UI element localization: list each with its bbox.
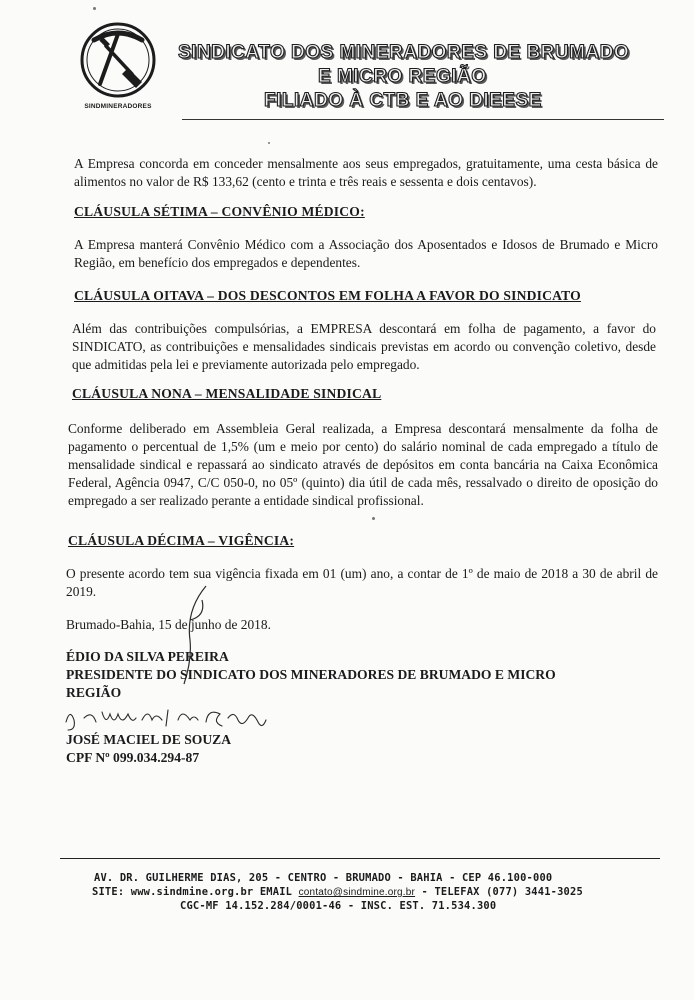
scan-speck <box>372 517 375 520</box>
intro-paragraph: A Empresa concorda em conceder mensalmente aos seus empregados, gratuitamente, uma cesta básica de alimentos no valor de R$ 133,62 (cento e trinta e três reais e sessenta e dois centavos). <box>74 156 658 189</box>
letterhead-title-line-1: SINDICATO DOS MINERADORES DE BRUMADO <box>178 42 630 63</box>
signatory-2-name: JOSÉ MACIEL DE SOUZA <box>66 732 232 747</box>
scan-speck <box>268 142 270 144</box>
clause-8-title: CLÁUSULA OITAVA – DOS DESCONTOS EM FOLHA A FAVOR DO SINDICATO <box>74 288 581 303</box>
clause-9-title: CLÁUSULA NONA – MENSALIDADE SINDICAL <box>72 386 382 401</box>
footer-address: AV. DR. GUILHERME DIAS, 205 - CENTRO - BRUMADO - BAHIA - CEP 46.100-000 <box>94 872 553 884</box>
scan-speck <box>93 7 96 10</box>
letterhead-divider <box>182 119 664 120</box>
footer-email[interactable]: contato@sindmine.org.br <box>298 887 416 898</box>
signatory-1-role-line-2: REGIÃO <box>66 685 122 700</box>
clause-7-text: A Empresa manterá Convênio Médico com a Associação dos Aposentados e Idosos de Brumado e Micro Região, em benefício dos empregados e dependentes. <box>74 237 658 270</box>
footer-registration: CGC-MF 14.152.284/0001-46 - INSC. EST. 71.534.300 <box>180 900 497 912</box>
place-and-date: Brumado-Bahia, 15 de junho de 2018. <box>66 617 271 632</box>
union-logo <box>76 18 160 114</box>
clause-7-title: CLÁUSULA SÉTIMA – CONVÊNIO MÉDICO: <box>74 204 365 219</box>
signatory-1-name: ÉDIO DA SILVA PEREIRA <box>66 649 229 664</box>
letterhead-title-line-2: E MICRO REGIÃO <box>318 66 487 87</box>
footer-site: SITE: www.sindmine.org.br EMAIL <box>92 886 299 898</box>
letterhead-title-line-3: FILIADO À CTB E AO DIEESE <box>264 90 542 111</box>
clause-10-text: O presente acordo tem sua vigência fixada em 01 (um) ano, a contar de 1º de maio de 2018 a 30 de abril de 2019. <box>66 566 658 599</box>
signatory-1-role-line-1: PRESIDENTE DO SINDICATO DOS MINERADORES DE BRUMADO E MICRO <box>66 667 556 682</box>
footer-phone: - TELEFAX (077) 3441-3025 <box>415 886 583 898</box>
footer-divider <box>60 858 660 859</box>
signatory-2-cpf: CPF Nº 099.034.294-87 <box>66 750 200 765</box>
clause-8-text: Além das contribuições compulsórias, a EMPRESA descontará em folha de pagamento, a favor do SINDICATO, as contribuições e mensalidades sindicais previstas em acordo ou convenção coletivo, desde que admitidas pela lei e previamente autorizada pelo empregado. <box>72 321 656 372</box>
clause-9-text: Conforme deliberado em Assembleia Geral realizada, a Empresa descontará mensalmente da folha de pagamento o percentual de 1,5% (um e meio por cento) do salário nominal de cada empregado a título de mensalidade sindical e repassará ao sindicato através de depósitos em conta bancária na Caixa Econômica Federal, Agência 0947, C/C 050-0, no 05º (quinto) dia útil de cada mês, ressalvado o direito de oposição do empregado a ser realizado perante a entidade sindical profissional. <box>68 421 658 508</box>
clause-10-title: CLÁUSULA DÉCIMA – VIGÊNCIA: <box>68 533 295 548</box>
logo-caption: SINDMINERADORES <box>84 103 152 110</box>
handwritten-signature <box>62 700 272 734</box>
footer-contact <box>92 886 583 898</box>
